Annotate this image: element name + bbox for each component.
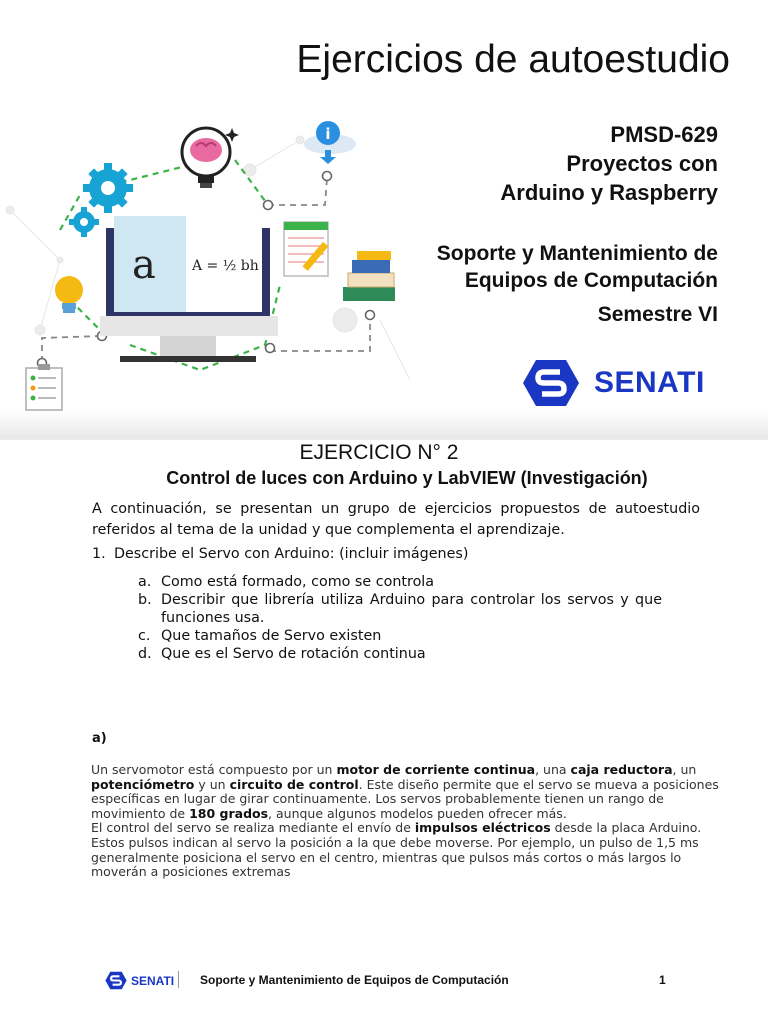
exercise-subtitle: Control de luces con Arduino y LabVIEW (Investigación) xyxy=(166,468,648,488)
senati-brand-name: SENATI xyxy=(594,366,705,399)
program-info xyxy=(338,240,718,294)
course-name-line2: Arduino y Raspberry xyxy=(500,180,718,205)
senati-logo-icon xyxy=(105,971,127,990)
item-letter: d. xyxy=(138,646,152,662)
answer-text xyxy=(91,763,731,880)
item-letter: c. xyxy=(138,628,151,644)
intro-paragraph: A continuación, se presentan un grupo de ejercicios propuestos de autoestudio referidos al tema de la unidad y que complementa el aprendizaje. xyxy=(92,501,700,538)
svg-text:i: i xyxy=(325,125,331,143)
item-text: Que tamaños de Servo existen xyxy=(161,628,382,644)
item-text: Describir que librería utiliza Arduino para controlar los servos y que funciones usa. xyxy=(161,592,662,626)
answer-text-run: Un servomotor está compuesto por un xyxy=(91,762,337,777)
answer-text-run: , aunque algunos modelos pueden ofrecer más. xyxy=(268,805,567,821)
small-gear-icon xyxy=(69,207,99,237)
monitor-icon xyxy=(100,216,278,362)
list-item xyxy=(138,627,662,645)
answer-bold-run: impulsos eléctricos xyxy=(414,820,551,836)
senati-logo xyxy=(522,358,705,408)
notepad-pencil-icon xyxy=(284,222,328,276)
answer-bold-run: circuito de control xyxy=(229,776,359,792)
item-text: Que es el Servo de rotación continua xyxy=(161,646,426,662)
answer-text-run: , un xyxy=(672,762,697,777)
gear-icon xyxy=(83,163,133,213)
formula-right: A = ½ bh xyxy=(192,258,259,274)
list-item xyxy=(138,591,662,627)
course-name-line1: Proyectos con xyxy=(566,151,718,176)
semester: Semestre VI xyxy=(597,303,718,326)
program-line1: Soporte y Mantenimiento de xyxy=(436,242,718,265)
brain-bulb-icon xyxy=(182,128,239,188)
checklist-icon xyxy=(26,364,62,410)
footer-brand: SENATI xyxy=(131,973,175,988)
item-letter: a. xyxy=(138,574,152,590)
answer-text-run: y un xyxy=(194,776,230,792)
footer-logo xyxy=(105,971,174,990)
course-code: PMSD-629 xyxy=(610,122,718,147)
answer-label: a) xyxy=(92,731,107,746)
answer-bold-run: caja reductora xyxy=(570,762,673,777)
question-1 xyxy=(92,546,468,562)
answer-text-run: . Este diseño permite que el servo se mueva a posiciones específicas en lugar de girar continuamente. Los servos probablemente tienen un rango de movimiento de xyxy=(91,776,719,821)
senati-logo-icon xyxy=(522,358,580,408)
question-number: 1. xyxy=(92,546,106,562)
answer-text-run: El control del servo se realiza mediante el envío de xyxy=(91,820,415,836)
answer-text-run: desde la placa Arduino. Estos pulsos indican al servo la posición a la que debe moverse. Por ejemplo, un pulso de 1,5 ms generalmente posiciona el servo en el centro, mientras que pulsos más cortos o más largos lo moverán a posiciones extremas xyxy=(91,820,702,880)
course-info xyxy=(338,120,718,207)
header-banner xyxy=(0,0,768,440)
page-title: Ejercicios de autoestudio xyxy=(296,38,730,81)
answer-bold-run: 180 grados xyxy=(189,805,269,821)
exercise-title: EJERCICIO N° 2 xyxy=(299,441,459,464)
list-item xyxy=(138,573,662,591)
question-text: Describe el Servo con Arduino: (incluir imágenes) xyxy=(114,546,469,562)
footer-divider xyxy=(178,971,179,988)
answer-bold-run: motor de corriente continua xyxy=(336,762,536,777)
footer-text: Soporte y Mantenimiento de Equipos de Computación xyxy=(200,973,509,987)
list-item xyxy=(138,645,662,663)
answer-bold-run: potenciómetro xyxy=(91,776,195,792)
program-line2: Equipos de Computación xyxy=(464,269,718,292)
page-number: 1 xyxy=(659,973,666,987)
question-subitems xyxy=(138,573,662,663)
page-footer xyxy=(0,968,768,996)
item-letter: b. xyxy=(138,592,152,608)
answer-text-run: , una xyxy=(535,762,571,777)
item-text: Como está formado, como se controla xyxy=(161,574,435,590)
formula-left: a xyxy=(132,242,156,288)
